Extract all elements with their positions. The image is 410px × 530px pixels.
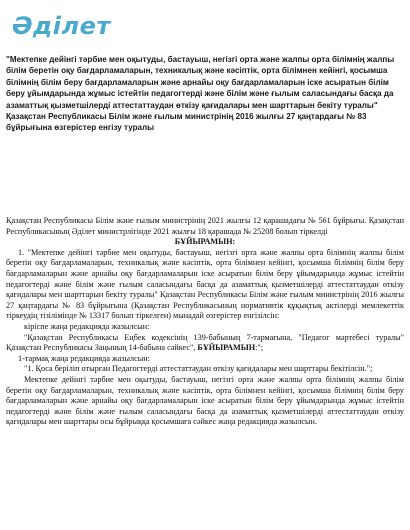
paragraph-3-text: "Қазақстан Республикасы Еңбек кодексінің 139-бабының 7-тармағына, "Педагог мәртебесі туралы" Қазақстан Республикасы Заңының 14-бабына сәйкес", (6, 332, 404, 353)
paragraph-1: 1. "Мектепке дейінгі тәрбие мен оқытуды, бастауыш, негізгі орта және жалпы орта білімнің жалпы білім беретін оқу бағдарламаларын, техникалық және кәсіптік, орта білімнен кейінгі, қосымша білімнің білім беру бағдарламаларын және арнайы оқу бағдарламаларын іске асыратын білім беру ұйымдарында жұмыс істейтін педагогтерді және білім және ғылым саласындағы басқа да азаматтық қызметшілерді аттестаттаудан өткізу қағидалары мен шарттарын бекіту туралы" Қазақстан Республикасы Білім және ғылым министрінің 2016 жылғы 27 қаңтардағы № 83 бұйрығына (Қазақстан Республикасының нормативтік құқықтық актілерді мемлекеттік тіркеудің тізілімінде № 13317 болып тіркелген) мынадай өзгерістер енгізілсін: (6, 247, 404, 321)
paragraph-2: кіріспе жаңа редакцияда жазылсын: (24, 321, 150, 331)
paragraph-6: Мектепке дейінгі тәрбие мен оқытуды, бастауыш, негізгі орта және жалпы орта білімнің жалпы білім беретін оқу бағдарламаларын, техникалық және кәсіптік, орта білімнен кейінгі, қосымша білімнің білім беру бағдарламаларын және арнайы оқу бағдарламаларын іске асыратын білім беру ұйымдарында жұмыс істейтін педагогтерді және білім және ғылым саласындағы басқа да азаматтық қызметшілерді аттестаттаудан өткізу қағидалары мен шарттары осы бұйрыққа қосымшаға сәйкес жаңа редакцияда жазылсын. (6, 374, 404, 427)
paragraph-3-bold: БҰЙЫРАМЫН (197, 343, 256, 353)
logo-text: Әділет (12, 12, 111, 40)
order-heading: БҰЙЫРАМЫН: (174, 237, 236, 247)
paragraph-4: 1-тармақ жаңа редакцияда жазылсын: (18, 353, 150, 363)
paragraph-3 (6, 333, 404, 354)
paragraph-3-end: :"; (255, 343, 264, 353)
adilet-logo[interactable] (12, 6, 132, 50)
document-title: "Мектепке дейінгі тәрбие мен оқытуды, бастауыш, негізгі орта және жалпы орта білімнің жалпы білім беретін оқу бағдарламаларын, техникалық және кәсіптік, орта білімнен кейінгі, қосымша білімнің білім беру бағдарламаларын және арнайы оқу бағдарламаларын іске асыратын білім беру ұйымдарында жұмыс істейтін педагогтерді және білім және ғылым саласындағы басқа да азаматтық қызметшілерді аттестаттаудан өткізу қағидалары мен шарттарын бекіту туралы" Қазақстан Республикасы Білім және ғылым министрінің 2016 жылғы 27 қаңтардағы № 83 бұйрығына өзгерістер енгізу туралы (6, 55, 395, 133)
document-body (6, 216, 404, 428)
paragraph-5: "1. Қоса беріліп отырған Педагогтерді аттестаттаудан өткізу қағидалары мен шарттары бекітілсін."; (24, 364, 373, 374)
intro-paragraph: Қазақстан Республикасы Білім және ғылым министрінің 2021 жылғы 12 қарашадағы № 561 бұйрығы. Қазақстан Республикасының Әділет министрлігінде 2021 жылғы 18 қарашада № 25208 болып тіркелді (6, 216, 404, 236)
